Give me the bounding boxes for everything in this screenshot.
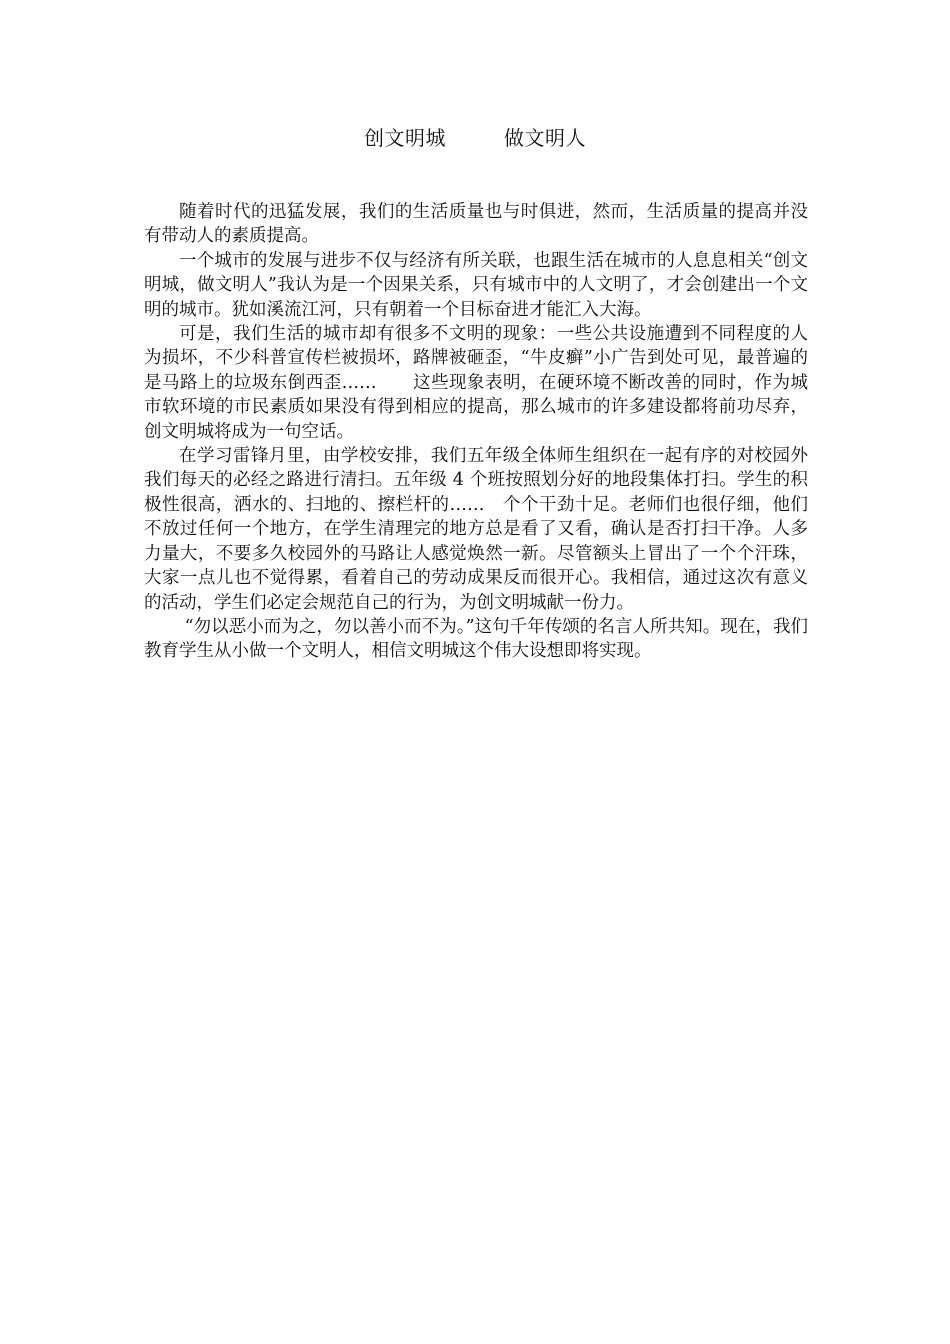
paragraph-2: 一个城市的发展与进步不仅与经济有所关联，也跟生活在城市的人息息相关“创文明城，做文明人”我认为是一个因果关系，只有城市中的人文明了，才会创建出一个文明的城市。犹如溪流江河，只有朝着一个目标奋进才能汇入大海。 [144,250,808,320]
paragraph-3: 可是，我们生活的城市却有很多不文明的现象：一些公共设施遭到不同程度的人为损坏，不少科普宣传栏被损坏，路牌被砸歪，“牛皮癣”小广告到处可见，最普遍的是马路上的垃圾东倒西歪…… 这些现象表明，在硬环境不断改善的同时，作为城市软环境的市民素质如果没有得到相应的提高，那么城市的许多建设都将前功尽弃，创文明城将成为一句空话。 [144,324,808,442]
paragraph-5: “勿以恶小而为之，勿以善小而不为。”这句千年传颂的名言人所共知。现在，我们教育学生从小做一个文明人，相信文明城这个伟大设想即将实现。 [144,616,808,662]
document-title [0,122,950,154]
title-part-2: 做文明人 [504,126,586,150]
paragraph-1: 随着时代的迅猛发展，我们的生活质量也与时俱进，然而，生活质量的提高并没有带动人的素质提高。 [144,202,808,247]
document-body [144,200,808,664]
title-part-1: 创文明城 [364,126,446,150]
paragraph-4: 在学习雷锋月里，由学校安排，我们五年级全体师生组织在一起有序的对校园外我们每天的必经之路进行清扫。五年级 4 个班按照划分好的地段集体打扫。学生的积极性很高，洒水的、扫地的、擦栏杆的…… 个个干劲十足。老师们也很仔细，他们不放过任何一个地方，在学生清理完的地方总是看了又看，确认是否打扫干净。人多力量大，不要多久校园外的马路让人感觉焕然一新。尽管额头上冒出了一个个汗珠，大家一点儿也不觉得累，看着自己的劳动成果反而很开心。我相信，通过这次有意义的活动，学生们必定会规范自己的行为，为创文明城献一份力。 [144,446,808,613]
